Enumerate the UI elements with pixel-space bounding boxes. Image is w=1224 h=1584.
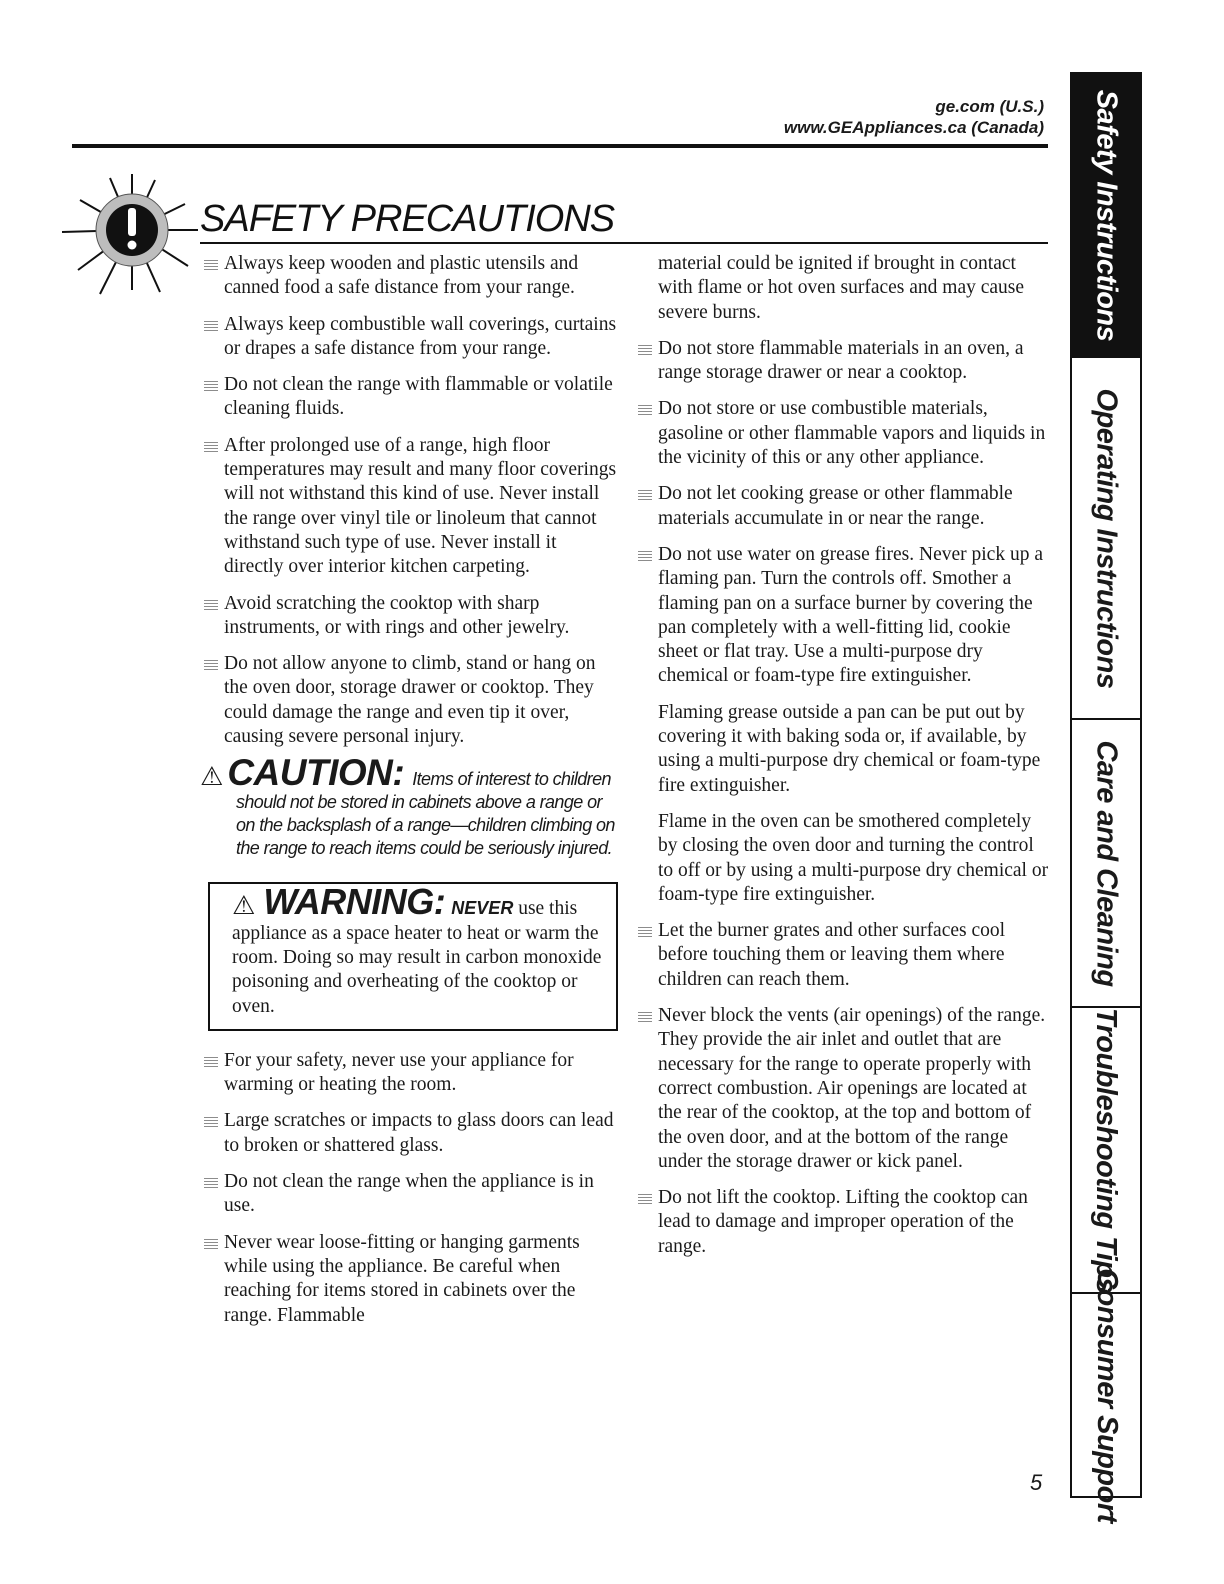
list-item bbox=[200, 1109, 620, 1158]
bullet-icon bbox=[204, 599, 218, 610]
bullet-icon bbox=[204, 1056, 218, 1067]
bullet-icon bbox=[638, 404, 652, 415]
warning-label: WARNING: bbox=[263, 881, 446, 923]
bullet-icon bbox=[638, 550, 652, 561]
list-item bbox=[634, 1004, 1050, 1174]
tab-consumer-support[interactable] bbox=[1072, 1267, 1140, 1523]
continued-text: material could be ignited if brought in contact with flame or hot oven surfaces and may cause severe burns. bbox=[658, 253, 1025, 323]
list-item bbox=[634, 397, 1050, 470]
bullet-text: Do not allow anyone to climb, stand or hang on the oven door, storage drawer or cooktop. They could damage the range and even tip it over, causing severe personal injury. bbox=[224, 653, 596, 748]
warning-triangle-icon: ⚠ bbox=[200, 762, 224, 793]
bullet-text: Do not store flammable materials in an oven, a range storage drawer or near a cooktop. bbox=[658, 337, 1024, 384]
warning-box bbox=[208, 882, 618, 1030]
list-item bbox=[200, 373, 620, 422]
tab-troubleshooting-tips[interactable] bbox=[1072, 1008, 1140, 1294]
list-item bbox=[200, 1231, 620, 1328]
section-tabs bbox=[1070, 72, 1142, 1523]
tab-label: Safety Instructions bbox=[1090, 89, 1123, 341]
bullet-text: Always keep combustible wall coverings, curtains or drapes a safe distance from your range. bbox=[224, 313, 617, 359]
bullet-icon bbox=[638, 926, 652, 937]
list-item bbox=[200, 313, 620, 362]
warning-never: NEVER bbox=[451, 898, 514, 919]
paragraph: Flaming grease outside a pan can be put out by covering it with baking soda or, if available, by using a multi-purpose dry chemical or foam-type fire extinguisher. bbox=[658, 701, 1041, 796]
caution-text-first: Items of interest to children bbox=[412, 769, 611, 790]
caution-text: should not be stored in cabinets above a range or on the backsplash of a range—children climbing on the range to reach items could be seriously injured. bbox=[236, 792, 615, 859]
list-item bbox=[200, 252, 620, 301]
tab-label: Care and Cleaning bbox=[1090, 739, 1123, 987]
bullet-icon bbox=[204, 1238, 218, 1249]
list-item bbox=[634, 919, 1050, 992]
link-us[interactable]: ge.com (U.S.) bbox=[935, 97, 1044, 116]
list-item bbox=[200, 434, 620, 580]
alert-burst-icon bbox=[60, 170, 200, 300]
tab-operating-instructions[interactable] bbox=[1072, 358, 1140, 720]
tab-care-and-cleaning[interactable] bbox=[1072, 720, 1140, 1008]
list-item bbox=[200, 1049, 620, 1098]
bullet-text: Let the burner grates and other surfaces cool before touching them or leaving them where children can reach them. bbox=[658, 920, 1006, 990]
list-item bbox=[634, 337, 1050, 386]
bullet-icon bbox=[638, 344, 652, 355]
bullet-text: After prolonged use of a range, high floor temperatures may result and many floor coverings will not withstand this kind of use. Never install the range over vinyl tile or linoleum that cannot withstand such type of use. Never install it directly over interior kitchen carpeting. bbox=[224, 434, 617, 578]
tab-label: Consumer Support bbox=[1090, 1267, 1123, 1523]
bullet-text: Do not let cooking grease or other flammable materials accumulate in or near the range. bbox=[658, 483, 1013, 529]
list-item bbox=[200, 1170, 620, 1219]
right-column bbox=[634, 252, 1050, 1271]
page-number: 5 bbox=[1030, 1470, 1043, 1495]
warning-text: use this appliance as a space heater to heat or warm the room. Doing so may result in carbon monoxide poisoning and overheating of the cooktop or oven. bbox=[232, 898, 602, 1017]
list-item bbox=[200, 592, 620, 641]
warning-triangle-icon: ⚠ bbox=[232, 891, 256, 922]
bullet-text: Do not use water on grease fires. Never pick up a flaming pan. Turn the controls off. Smother a flaming pan on a surface burner by covering the pan completely with a well-fitting lid, cookie sheet or flat tray. Use a multi-purpose dry chemical or foam-type fire extinguisher. bbox=[658, 543, 1043, 687]
bullet-text: Never block the vents (air openings) of the range. They provide the air inlet and outlet that are necessary for the range to operate properly with correct combustion. Air openings are located at the rear of the cooktop, at the top and bottom of the oven door, and at the bottom of the range under the storage drawer or kick panel. bbox=[658, 1005, 1046, 1172]
bullet-text: Do not store or use combustible materials, gasoline or other flammable vapors and liquids in the vicinity of this or any other appliance. bbox=[658, 398, 1046, 469]
left-column bbox=[200, 252, 620, 1340]
bullet-icon bbox=[638, 489, 652, 500]
tab-safety-instructions[interactable] bbox=[1072, 74, 1140, 358]
bullet-icon bbox=[204, 1116, 218, 1127]
header-links bbox=[784, 96, 1044, 138]
bullet-text: Never wear loose-fitting or hanging garments while using the appliance. Be careful when reaching for items stored in cabinets over the range. Flammable bbox=[224, 1231, 580, 1326]
bullet-icon bbox=[204, 659, 218, 670]
bullet-icon bbox=[638, 1011, 652, 1022]
paragraph: Flame in the oven can be smothered completely by closing the oven door and turning the control to off or by using a multi-purpose dry chemical or foam-type fire extinguisher. bbox=[658, 810, 1049, 905]
link-canada[interactable]: www.GEAppliances.ca (Canada) bbox=[783, 118, 1044, 137]
bullet-icon bbox=[638, 1193, 652, 1204]
bullet-text: Large scratches or impacts to glass doors can lead to broken or shattered glass. bbox=[224, 1110, 614, 1156]
bullet-icon bbox=[204, 1177, 218, 1188]
bullet-icon bbox=[204, 259, 218, 270]
bullet-text: For your safety, never use your appliance for warming or heating the room. bbox=[224, 1049, 574, 1096]
bullet-icon bbox=[204, 441, 218, 452]
caution-label: CAUTION: bbox=[227, 752, 405, 794]
list-item bbox=[200, 652, 620, 749]
bullet-text: Do not clean the range when the appliance is in use. bbox=[224, 1171, 594, 1217]
page-title: SAFETY PRECAUTIONS bbox=[200, 198, 615, 240]
bullet-text: Avoid scratching the cooktop with sharp instruments, or with rings and other jewelry. bbox=[224, 592, 570, 638]
header-rule bbox=[72, 144, 1048, 148]
list-item bbox=[634, 543, 1050, 689]
list-item bbox=[634, 1186, 1050, 1259]
bullet-icon bbox=[204, 380, 218, 391]
title-rule bbox=[200, 242, 1048, 244]
bullet-text: Do not clean the range with flammable or volatile cleaning fluids. bbox=[224, 374, 613, 420]
tab-label: Operating Instructions bbox=[1090, 388, 1123, 688]
tab-label: Troubleshooting Tips bbox=[1090, 1007, 1123, 1293]
bullet-icon bbox=[204, 320, 218, 331]
bullet-text: Do not lift the cooktop. Lifting the cooktop can lead to damage and improper operation of the range. bbox=[658, 1187, 1028, 1257]
bullet-text: Always keep wooden and plastic utensils and canned food a safe distance from your range. bbox=[224, 253, 579, 299]
caution-notice bbox=[200, 752, 620, 860]
list-item bbox=[634, 482, 1050, 531]
